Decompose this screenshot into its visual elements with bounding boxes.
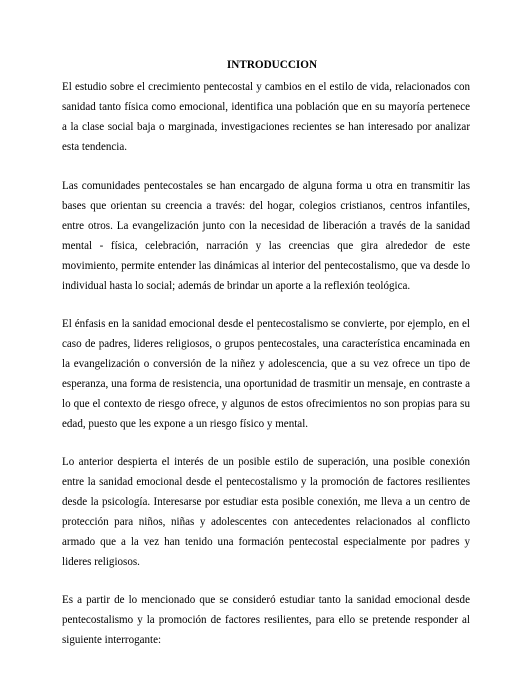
paragraph-3: El énfasis en la sanidad emocional desde el pentecostalismo se convierte, por ejemplo, en el caso de padres, lideres religiosos, o grupos pentecostales, una característica encaminada en la evangelización o conversión de la niñez y adolescencia, que a su vez ofrece un tipo de esperanza, una forma de resistencia, una oportunidad de trasmitir un mensaje, en contraste a lo que el contexto de riesgo ofrece, y algunos de estos ofrecimientos no son propias para su edad, puesto que les expone a un riesgo físico y mental. <box>62 318 470 430</box>
paragraph-2: Las comunidades pentecostales se han encargado de alguna forma u otra en transmitir las bases que orientan su creencia a través: del hogar, colegios cristianos, centros infantiles, entre otros. La evangelización junto con la necesidad de liberación a través de la sanidad mental - física, celebración, narración y las creencias que gira alrededor de este movimiento, permite entender las dinámicas al interior del pentecostalismo, que va desde lo individual hasta lo social; además de brindar un aporte a la reflexión teológica. <box>62 180 470 292</box>
document-title: INTRODUCCION <box>226 59 318 71</box>
paragraph-spacer <box>62 434 470 452</box>
paragraph-1: El estudio sobre el crecimiento pentecostal y cambios en el estilo de vida, relacionados con sanidad tanto física como emocional, identifica una población que en su mayoría pertenece a la clase social baja o marginada, investigaciones recientes se han interesado por analizar esta tendencia. <box>62 81 470 153</box>
paragraph-spacer <box>62 572 470 590</box>
paragraph-4: Lo anterior despierta el interés de un posible estilo de superación, una posible conexión entre la sanidad emocional desde el pentecostalismo y la promoción de factores resilientes desde la psicología. Interesarse por estudiar esta posible conexión, me lleva a un centro de protección para niños, niñas y adolescentes con antecedentes relacionados al conflicto armado que a la vez han tenido una formación pentecostal especialmente por padres y lideres religiosos. <box>62 456 470 568</box>
paragraph-5: Es a partir de lo mencionado que se consideró estudiar tanto la sanidad emocional desde pentecostalismo y la promoción de factores resilientes, para ello se pretende responder al siguiente interrogante: <box>62 594 470 646</box>
paragraph-spacer <box>62 296 470 314</box>
document-page <box>62 58 470 650</box>
paragraph-spacer <box>62 157 470 176</box>
